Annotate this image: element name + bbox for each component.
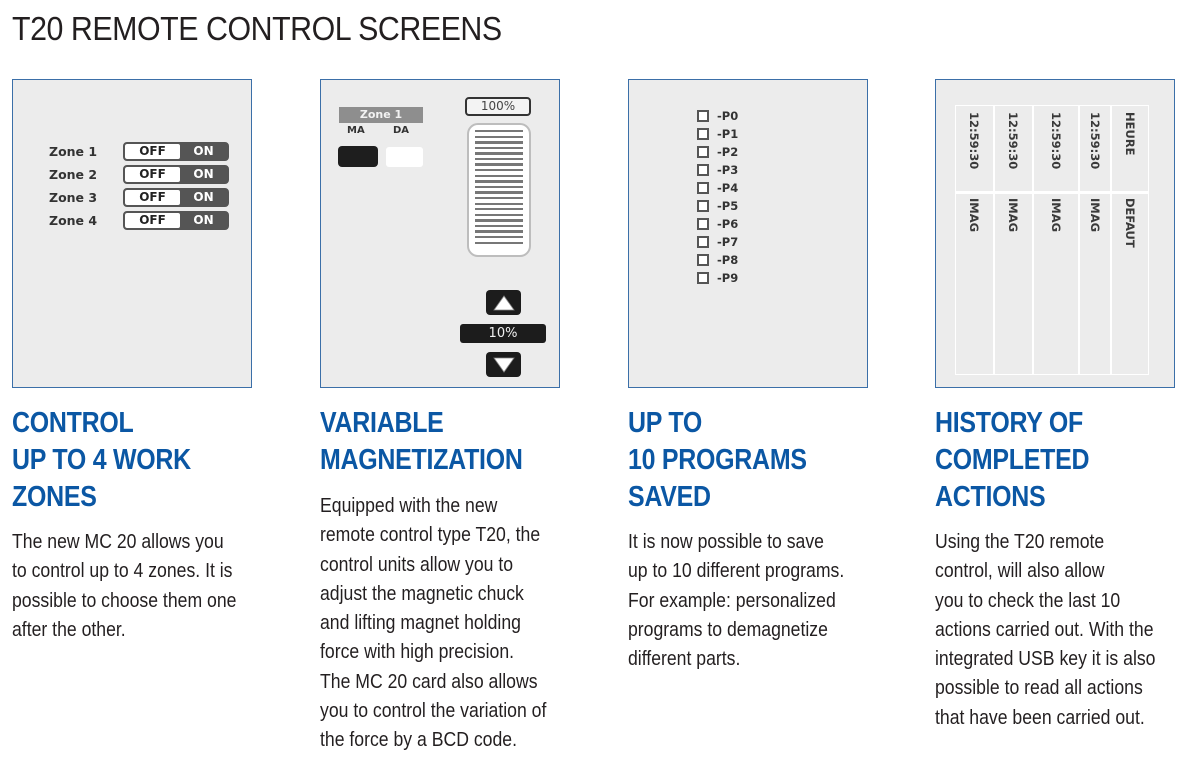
program-label: -P3 bbox=[717, 162, 739, 177]
program-label: -P6 bbox=[717, 216, 739, 231]
program-checkbox[interactable] bbox=[697, 110, 709, 122]
program-item[interactable] bbox=[697, 215, 738, 232]
zone-row bbox=[49, 141, 229, 161]
off-option[interactable]: OFF bbox=[125, 167, 180, 182]
zone-row bbox=[49, 164, 229, 184]
history-action: IMAG bbox=[1088, 198, 1102, 233]
zone-label: Zone 3 bbox=[49, 189, 98, 205]
table-divider bbox=[956, 191, 1148, 194]
zone-toggle[interactable] bbox=[123, 142, 229, 161]
program-label: -P4 bbox=[717, 180, 739, 195]
section-body-programs: It is now possible to save up to 10 different programs. For example: personalized programs to demagnetize different parts. bbox=[628, 530, 845, 671]
program-label: -P2 bbox=[717, 144, 739, 159]
section-heading-zones: CONTROL UP TO 4 WORK ZONES bbox=[12, 407, 191, 513]
program-item[interactable] bbox=[697, 107, 738, 124]
program-checkbox[interactable] bbox=[697, 236, 709, 248]
on-option[interactable]: ON bbox=[180, 144, 227, 159]
off-option[interactable]: OFF bbox=[125, 213, 180, 228]
program-label: -P5 bbox=[717, 198, 739, 213]
program-label: -P7 bbox=[717, 234, 739, 249]
history-column bbox=[1080, 106, 1112, 374]
on-option[interactable]: ON bbox=[180, 213, 227, 228]
section-body-magnetization: Equipped with the new remote control type T20, the control units allow you to adjust the magnetic chuck and lifting magnet holding force with high precision. The MC 20 card also allows you to control the variation of the force by a BCD code. bbox=[320, 494, 547, 752]
zone-toggle[interactable] bbox=[123, 211, 229, 230]
program-checkbox[interactable] bbox=[697, 200, 709, 212]
heure-header: HEURE bbox=[1123, 112, 1137, 156]
section-heading-programs: UP TO 10 PROGRAMS SAVED bbox=[628, 407, 807, 513]
program-checkbox[interactable] bbox=[697, 254, 709, 266]
da-label: DA bbox=[393, 125, 410, 136]
ma-label: MA bbox=[347, 125, 365, 136]
program-checkbox[interactable] bbox=[697, 146, 709, 158]
program-item[interactable] bbox=[697, 269, 738, 286]
program-checkbox[interactable] bbox=[697, 164, 709, 176]
history-time: 12:59:30 bbox=[1049, 112, 1063, 170]
zone-label: Zone 2 bbox=[49, 166, 98, 182]
decrease-button[interactable] bbox=[486, 352, 521, 377]
zones-screen bbox=[12, 79, 252, 388]
section-body-history: Using the T20 remote control, will also allow you to check the last 10 actions carried out. With the integrated USB key it is also possible to read all actions that have been carried out. bbox=[935, 530, 1156, 729]
history-column bbox=[956, 106, 995, 374]
section-body-zones: The new MC 20 allows you to control up to 4 zones. It is possible to choose them one after the other. bbox=[12, 530, 237, 641]
program-checkbox[interactable] bbox=[697, 128, 709, 140]
on-option[interactable]: ON bbox=[180, 190, 227, 205]
ma-button[interactable] bbox=[338, 146, 378, 167]
program-item[interactable] bbox=[697, 143, 738, 160]
off-option[interactable]: OFF bbox=[125, 144, 180, 159]
zone-badge: Zone 1 bbox=[339, 107, 423, 123]
history-time: 12:59:30 bbox=[1006, 112, 1020, 170]
increase-button[interactable] bbox=[486, 290, 521, 315]
history-table bbox=[955, 105, 1149, 375]
step-value-display: 10% bbox=[460, 324, 546, 343]
zone-label: Zone 4 bbox=[49, 212, 98, 228]
programs-screen bbox=[628, 79, 868, 388]
history-time: 12:59:30 bbox=[1088, 112, 1102, 170]
triangle-up-icon bbox=[493, 295, 515, 311]
history-action: IMAG bbox=[1006, 198, 1020, 233]
da-button[interactable] bbox=[386, 147, 423, 167]
program-checkbox[interactable] bbox=[697, 182, 709, 194]
history-column bbox=[995, 106, 1034, 374]
program-item[interactable] bbox=[697, 125, 738, 142]
zone-row bbox=[49, 187, 229, 207]
zone-toggle[interactable] bbox=[123, 188, 229, 207]
program-item[interactable] bbox=[697, 233, 738, 250]
program-label: -P0 bbox=[717, 108, 739, 123]
on-option[interactable]: ON bbox=[180, 167, 227, 182]
off-option[interactable]: OFF bbox=[125, 190, 180, 205]
history-time: 12:59:30 bbox=[967, 112, 981, 170]
triangle-down-icon bbox=[493, 357, 515, 373]
program-label: -P8 bbox=[717, 252, 739, 267]
program-item[interactable] bbox=[697, 179, 738, 196]
program-checkbox[interactable] bbox=[697, 272, 709, 284]
defaut-header: DEFAUT bbox=[1123, 198, 1137, 248]
zone-label: Zone 1 bbox=[49, 143, 98, 159]
magnetization-screen bbox=[320, 79, 560, 388]
force-gauge bbox=[467, 123, 531, 257]
history-header-column bbox=[1112, 106, 1149, 374]
program-item[interactable] bbox=[697, 161, 738, 178]
program-label: -P1 bbox=[717, 126, 739, 141]
section-heading-magnetization: VARIABLE MAGNETIZATION bbox=[320, 407, 523, 476]
history-action: IMAG bbox=[967, 198, 981, 233]
program-item[interactable] bbox=[697, 197, 738, 214]
program-checkbox[interactable] bbox=[697, 218, 709, 230]
history-action: IMAG bbox=[1049, 198, 1063, 233]
program-item[interactable] bbox=[697, 251, 738, 268]
history-screen bbox=[935, 79, 1175, 388]
page-title: T20 REMOTE CONTROL SCREENS bbox=[12, 10, 502, 47]
history-column bbox=[1034, 106, 1080, 374]
zone-row bbox=[49, 210, 229, 230]
max-percent-display: 100% bbox=[465, 97, 531, 116]
zone-toggle[interactable] bbox=[123, 165, 229, 184]
program-label: -P9 bbox=[717, 270, 739, 285]
section-heading-history: HISTORY OF COMPLETED ACTIONS bbox=[935, 407, 1090, 513]
